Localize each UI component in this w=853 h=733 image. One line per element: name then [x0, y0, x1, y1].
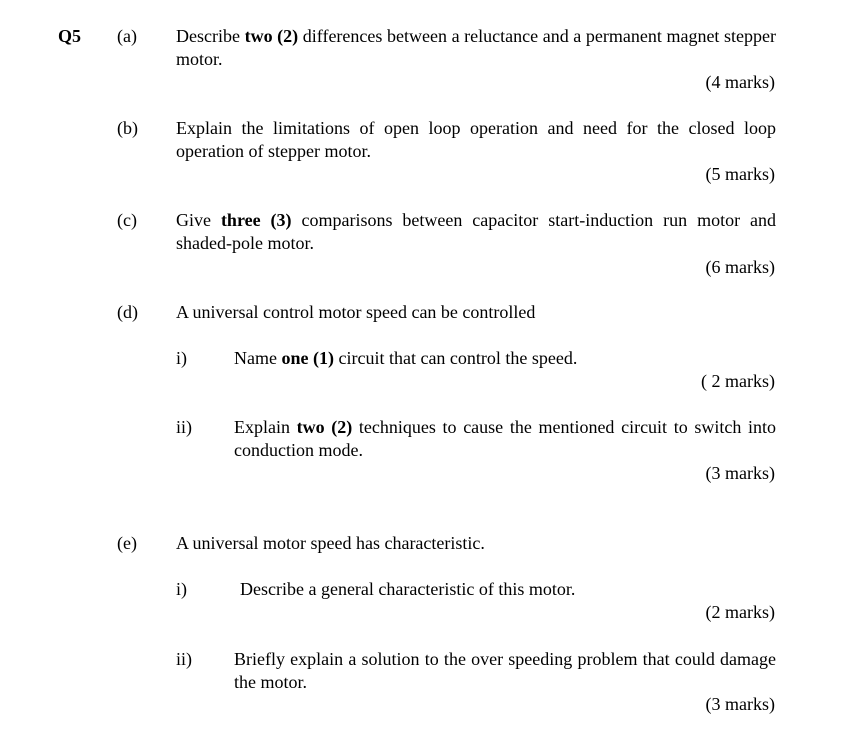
part-label-e: (e): [117, 533, 137, 553]
marks-d-i: ( 2 marks): [701, 371, 775, 391]
marks-c: (6 marks): [705, 257, 775, 277]
part-text-b: Explain the limitations of open loop operation and need for the closed loop operation of stepper motor.: [176, 118, 776, 161]
part-label-a: (a): [117, 26, 137, 46]
part-label-c: (c): [117, 210, 137, 230]
subpart-label-d-i: i): [176, 348, 187, 368]
marks-e-ii: (3 marks): [705, 694, 775, 714]
marks-e-i: (2 marks): [705, 602, 775, 622]
subpart-text-e-i: Describe a general characteristic of this motor.: [240, 579, 576, 599]
subpart-text-e-ii: Briefly explain a solution to the over speeding problem that could damage the motor.: [234, 649, 776, 692]
subpart-label-d-ii: ii): [176, 417, 192, 437]
marks-b: (5 marks): [705, 164, 775, 184]
part-label-d: (d): [117, 302, 138, 322]
subpart-text-d-i: Name one (1) circuit that can control the speed.: [234, 348, 578, 368]
question-number: Q5: [58, 26, 82, 46]
marks-a: (4 marks): [705, 72, 775, 92]
subpart-label-e-i: i): [176, 579, 187, 599]
subpart-text-d-ii: Explain two (2) techniques to cause the mentioned circuit to switch into conduction mode.: [234, 417, 776, 460]
subpart-label-e-ii: ii): [176, 649, 192, 669]
part-text-d: A universal control motor speed can be controlled: [176, 302, 536, 322]
part-text-a: Describe two (2) differences between a reluctance and a permanent magnet stepper motor.: [176, 26, 777, 69]
part-text-c: Give three (3) comparisons between capacitor start-induction run motor and shaded-pole motor.: [176, 210, 776, 253]
part-text-e: A universal motor speed has characteristic.: [176, 533, 485, 553]
part-label-b: (b): [117, 118, 138, 138]
marks-d-ii: (3 marks): [705, 463, 775, 483]
